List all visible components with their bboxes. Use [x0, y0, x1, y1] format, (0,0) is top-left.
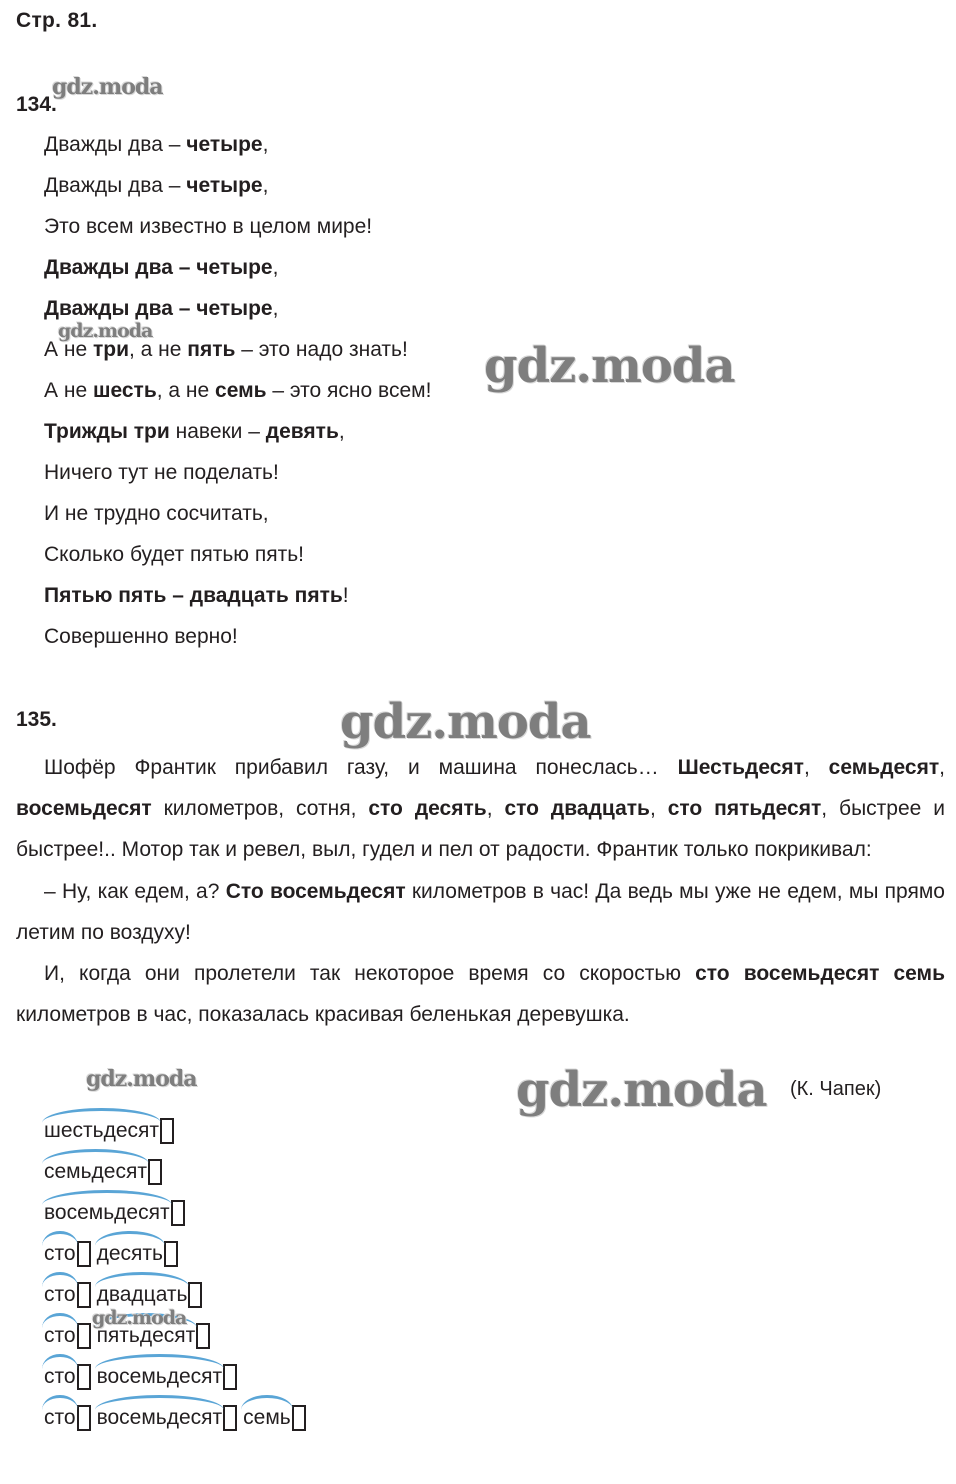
page-header: Стр. 81.: [16, 9, 98, 32]
word-text: семьдесят: [44, 1160, 147, 1183]
poem-line: [44, 541, 431, 582]
bold-text: Шестьдесят: [677, 756, 804, 779]
text: И не трудно сосчитать,: [44, 502, 269, 525]
morpheme-row: [44, 1404, 306, 1445]
text: ,: [649, 797, 668, 821]
text: ,: [486, 797, 505, 821]
ending-box-mark: [77, 1405, 91, 1431]
root-arc-mark: [42, 1108, 161, 1123]
ending-box-mark: [223, 1364, 237, 1390]
text: ,: [262, 133, 269, 156]
word-text: сто: [44, 1324, 76, 1347]
ending-box-mark: [164, 1241, 178, 1267]
watermark: gdz.moda: [484, 338, 735, 394]
poem-line: [44, 254, 431, 295]
text: Ничего тут не поделать!: [44, 461, 279, 484]
ending-box-mark: [77, 1241, 91, 1267]
poem-line: [44, 582, 431, 623]
numeral-word: [44, 1363, 76, 1391]
ending-box-mark: [77, 1323, 91, 1349]
poem-line: [44, 418, 431, 459]
morpheme-row: [44, 1199, 306, 1240]
text: А не: [44, 338, 93, 361]
bold-text: Дважды два – четыре: [44, 297, 273, 320]
text: Дважды два –: [44, 133, 187, 156]
word-text: сто: [44, 1365, 76, 1388]
bold-text: Дважды два – четыре: [44, 256, 273, 279]
numeral-word: [44, 1322, 76, 1350]
numeral-word: [97, 1240, 163, 1268]
text: ,: [262, 174, 269, 197]
text: ,: [272, 297, 279, 320]
text: километров, сотня,: [151, 797, 369, 821]
watermark: gdz.moda: [86, 1066, 197, 1092]
bold-text: четыре: [186, 174, 263, 197]
numeral-word: [97, 1404, 223, 1432]
text: Сколько будет пятью пять!: [44, 543, 305, 566]
text: ,: [272, 256, 279, 279]
bold-text: Сто восемьдесят: [225, 879, 406, 903]
morpheme-row: [44, 1240, 306, 1281]
bold-text: девять: [265, 420, 339, 443]
text: километров в час, показалась красивая беленькая деревушка.: [16, 1003, 630, 1027]
word-text: шестьдесят: [44, 1119, 160, 1142]
numeral-word: [243, 1404, 291, 1432]
author-attribution: (К. Чапек): [790, 1078, 882, 1100]
text: Дважды два –: [44, 174, 187, 197]
ending-box-mark: [160, 1118, 174, 1144]
text: ,: [803, 756, 829, 779]
ending-box-mark: [188, 1282, 202, 1308]
watermark: gdz.moda: [340, 694, 591, 750]
watermark: gdz.moda: [58, 320, 153, 342]
bold-text: четыре: [186, 133, 263, 156]
text: навеки –: [169, 420, 266, 443]
text: – это надо знать!: [235, 338, 408, 361]
ending-box-mark: [77, 1282, 91, 1308]
bold-text: Трижды три: [44, 420, 170, 443]
ending-box-mark: [171, 1200, 185, 1226]
watermark: gdz.moda: [52, 74, 163, 100]
poem-line: [44, 172, 431, 213]
exercise-134-number: 134.: [16, 93, 57, 116]
watermark: gdz.moda: [516, 1062, 767, 1118]
poem-line: [44, 500, 431, 541]
numeral-word: [44, 1158, 147, 1186]
poem-line: [44, 131, 431, 172]
text: – Ну, как едем, а?: [44, 879, 226, 903]
ending-box-mark: [223, 1405, 237, 1431]
bold-text: шесть: [92, 379, 157, 402]
word-text: восемьдесят: [96, 1406, 223, 1429]
ending-box-mark: [77, 1364, 91, 1390]
bold-text: сто двадцать: [504, 797, 650, 821]
text: ,: [338, 420, 345, 443]
watermark: gdz.moda: [92, 1307, 187, 1329]
numeral-word: [44, 1404, 76, 1432]
bold-text: семь: [215, 379, 267, 402]
word-text: восемьдесят: [44, 1201, 170, 1224]
text: А не: [44, 379, 93, 402]
numeral-word: [44, 1117, 159, 1145]
word-text: сто: [44, 1242, 76, 1265]
poem-line: [44, 336, 431, 377]
numeral-word: [44, 1240, 76, 1268]
text: !: [342, 584, 349, 607]
exercise-135-number: 135.: [16, 708, 57, 731]
text: – это ясно всем!: [266, 379, 432, 402]
word-text: двадцать: [96, 1283, 188, 1306]
prose-paragraph: [16, 953, 945, 1035]
numeral-word: [44, 1199, 170, 1227]
ending-box-mark: [148, 1159, 162, 1185]
text: , быстрее и быстрее!.. Мотор так и ревел, выл, гудел и пел от радости. Франтик только покрикивал:: [16, 797, 945, 862]
word-text: сто: [44, 1406, 76, 1429]
bold-text: три: [92, 338, 129, 361]
bold-text: семьдесят: [828, 756, 940, 779]
bold-text: сто пятьдесят: [667, 797, 822, 821]
prose-paragraph: [16, 871, 945, 953]
bold-text: пять: [187, 338, 236, 361]
poem-line: [44, 459, 431, 500]
bold-text: восемьдесят: [16, 797, 152, 821]
numeral-word: [44, 1281, 76, 1309]
word-text: восемьдесят: [96, 1365, 223, 1388]
prose-135: [16, 747, 945, 1035]
text: Это всем известно в целом мире!: [44, 215, 373, 238]
text: километров в час! Да ведь мы уже не едем, мы прямо летим по воздуху!: [16, 879, 945, 944]
ending-box-mark: [196, 1323, 210, 1349]
poem-line: [44, 623, 431, 664]
ending-box-mark: [292, 1405, 306, 1431]
morpheme-analysis: [44, 1117, 306, 1445]
prose-paragraph: [16, 747, 945, 871]
text: , а не: [128, 338, 188, 361]
word-text: десять: [96, 1242, 163, 1265]
numeral-word: [97, 1363, 223, 1391]
bold-text: сто десять: [368, 797, 487, 821]
word-text: сто: [44, 1283, 76, 1306]
poem-line: [44, 213, 431, 254]
text: И, когда они пролетели так некоторое время со скоростью: [44, 962, 696, 986]
bold-text: сто восемьдесят семь: [695, 962, 946, 986]
poem-134: [44, 131, 431, 664]
text: Совершенно верно!: [44, 625, 238, 648]
word-text: семь: [243, 1406, 291, 1429]
poem-line: [44, 377, 431, 418]
text: , а не: [156, 379, 216, 402]
numeral-word: [97, 1281, 188, 1309]
text: Шофёр Франтик прибавил газу, и машина понеслась…: [44, 756, 678, 779]
bold-text: Пятью пять – двадцать пять: [44, 584, 343, 607]
word-text: пятьдесят: [96, 1324, 196, 1347]
text: ,: [939, 756, 945, 779]
